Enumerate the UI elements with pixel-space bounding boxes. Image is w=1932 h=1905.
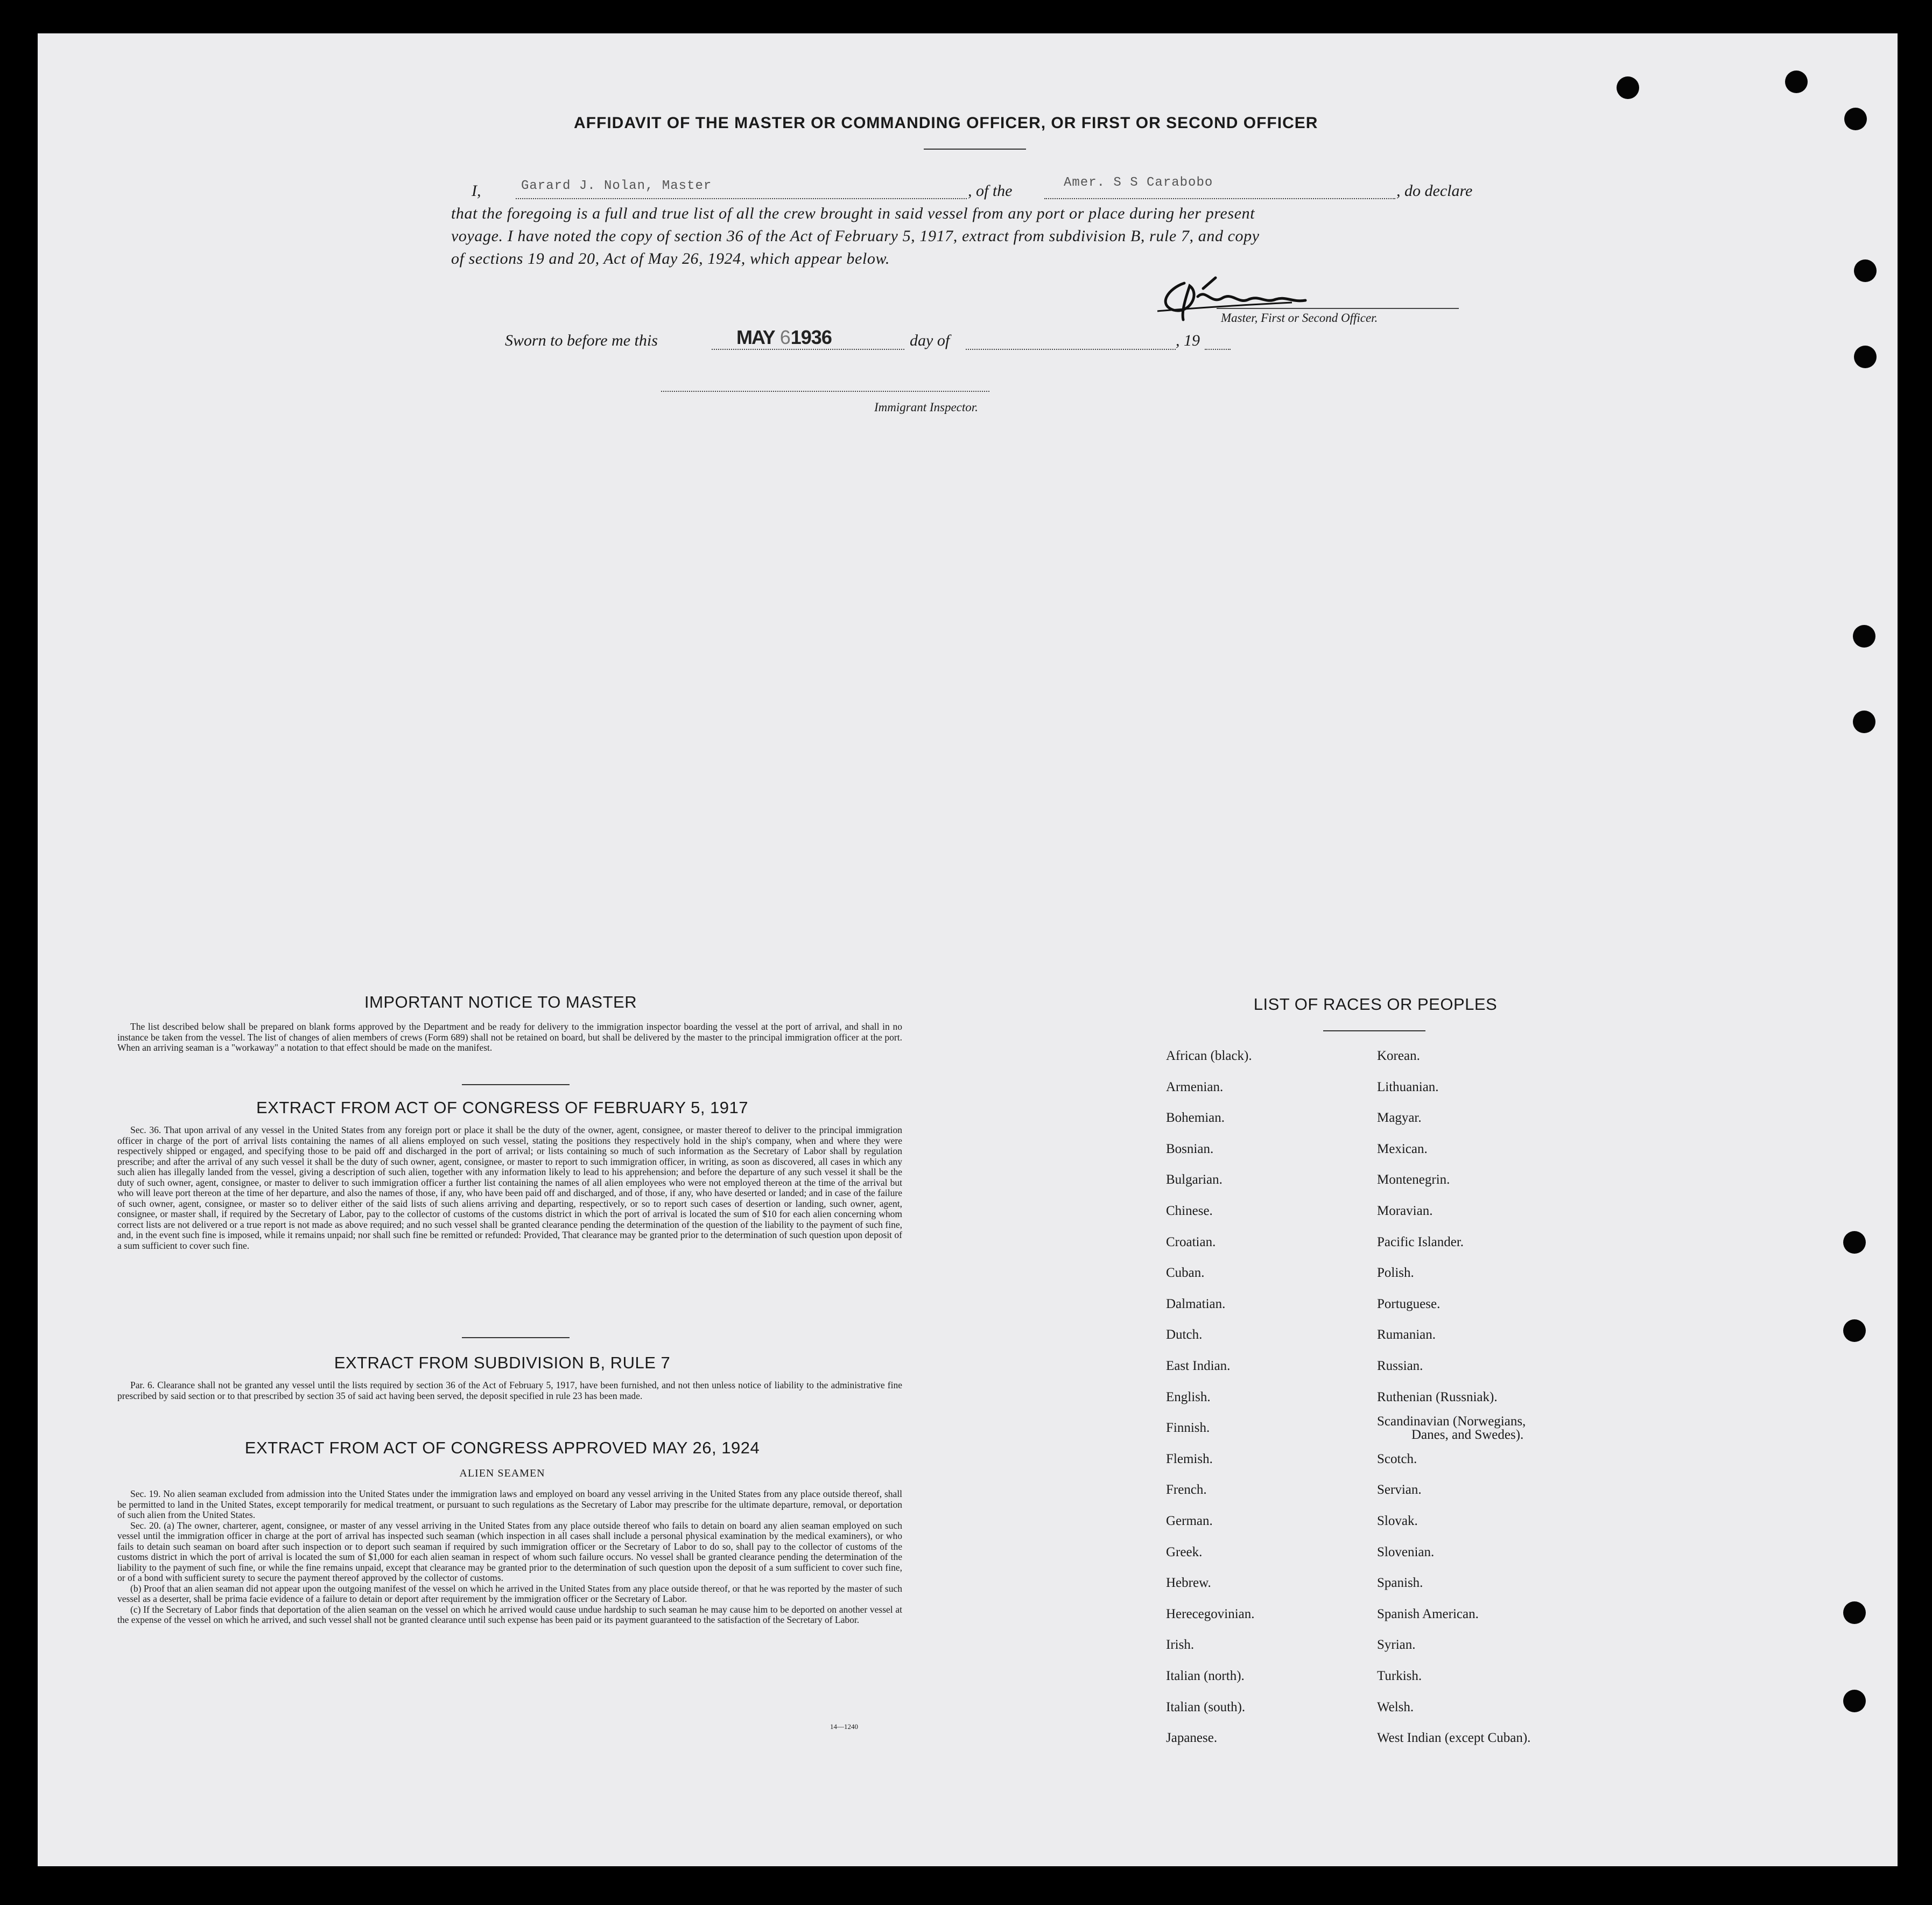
race-item: Bulgarian. [1166, 1172, 1223, 1187]
rule-7-title: EXTRACT FROM SUBDIVISION B, RULE 7 [334, 1353, 671, 1372]
sec-20c-paragraph: (c) If the Secretary of Labor finds that deportation of the alien seaman on the vessel on which he arrived would cause undue hardship to such seaman he may cause him to be deported on another vessel at the expense of the vessel on which he arrived, and such vessel shall not be granted clearance until such expense has been paid or its payment guaranteed to the satisfaction of the Secretary of Labor. [117, 1604, 902, 1625]
race-item: Servian. [1377, 1482, 1422, 1498]
sec-36-paragraph: Sec. 36. That upon arrival of any vessel in the United States from any foreign port or place it shall be the duty of the owner, agent, consignee, or master thereof to deliver to the principal immigration officer in charge of the port of arrival lists containing the names of all aliens employed on such vessel, stating the positions they respectively hold in the ship's company, when and where they were respectively shipped or engaged, and specifying those to be paid off and discharged in the port of arrival; or lists containing so much of such information as the Secretary of Labor shall by regulation prescribe; and after the arrival of any such vessel it shall be the duty of such owner, agent, consignee, or master to report to such immigration officer, in writing, as soon as discovered, all cases in which any such alien has illegally landed from the vessel, giving a description of such alien, together with any information likely to lead to his apprehension; and before the departure of any such vessel it shall be the duty of such owner, agent, consignee, or master to deliver to such immigration officer a further list containing the names of all alien employees who were not employed thereon at the time of the arrival but who will leave port thereon at the time of her departure, and also the names of those, if any, who have been paid off and discharged, and of those, if any, who have deserted or landed; and in case of the failure of such owner, agent, consignee, or master so to deliver either of the said lists of such aliens arriving and departing, respectively, or so to report such cases of desertion or landing, such owner, agent, consignee, or master shall, if required by the Secretary of Labor, pay to the collector of customs of the customs district in which the port of arrival is located the sum of $10 for each alien concerning whom correct lists are not delivered or a true report is not made as above required; and no such vessel shall be granted clearance pending the determination of the question of the liability to the payment of such fine, and, in the event such fine is imposed, while it remains unpaid; nor shall such fine be remitted or refunded: Provided, That clearance may be granted prior to the determination of such question upon deposit of a sum sufficient to cover such fine. [117, 1124, 902, 1251]
race-item: Flemish. [1166, 1451, 1213, 1466]
punch-hole [1785, 71, 1808, 93]
race-item: Dalmatian. [1166, 1296, 1226, 1311]
race-item: West Indian (except Cuban). [1377, 1731, 1531, 1746]
race-item: Turkish. [1377, 1669, 1422, 1683]
race-item: Spanish American. [1377, 1606, 1479, 1621]
sec-20a-paragraph: Sec. 20. (a) The owner, charterer, agent, consignee, or master of any vessel arriving in the United States from any place outside thereof who fails to detain on board any alien seaman employed on such vessel until the immigration officer in charge at the port of arrival has inspected such seaman (which inspection in all cases shall include a personal physical examination by the medical examiners), or who fails to detain such seaman on board after such inspection or to deport such seaman if required by such immigration officer or the Secretary of Labor to do so, shall pay to the collector of customs of the customs district in which the port of arrival is located the sum of $1,000 for each alien seaman in respect of whom such failure occurs. No vessel shall be granted clearance pending the determination of the liability to the payment of such fine, or while the fine remains unpaid, except that clearance may be granted prior to the determination of such question upon the deposit of a sum sufficient to cover such fine, or of a bond with sufficient surety to secure the payment thereof approved by the collector of customs. [117, 1520, 902, 1583]
affidavit-title: AFFIDAVIT OF THE MASTER OR COMMANDING OFFICER, OR FIRST OR SECOND OFFICER [574, 114, 1318, 132]
form-number: 14—1240 [830, 1723, 858, 1731]
master-name-line [516, 198, 967, 199]
race-item: Croatian. [1166, 1234, 1216, 1249]
race-item: Scandinavian (Norwegians, [1377, 1414, 1526, 1429]
master-name: Garard J. Nolan, Master [521, 179, 712, 193]
sworn-label: Sworn to before me this [505, 332, 658, 349]
notice-title: IMPORTANT NOTICE TO MASTER [364, 993, 637, 1011]
race-item: Lithuanian. [1377, 1079, 1439, 1094]
punch-hole [1854, 346, 1877, 368]
race-item: African (black). [1166, 1049, 1252, 1063]
sec-20b-paragraph: (b) Proof that an alien seaman did not appear upon the outgoing manifest of the vessel on which he arrived in the United States from any place outside thereof, or that he was reported by the master of such vessel as a deserter, shall be prima facie evidence of a failure to detain or deport after requirement by the immigration officer or the Secretary of Labor. [117, 1583, 902, 1604]
race-item-continuation: Danes, and Swedes). [1411, 1428, 1524, 1442]
punch-hole [1844, 108, 1867, 130]
race-item: Herecegovinian. [1166, 1606, 1255, 1621]
punch-hole [1843, 1601, 1866, 1624]
race-item: Scotch. [1377, 1451, 1417, 1466]
year-line [1205, 349, 1231, 350]
year-label: , 19 [1176, 332, 1200, 349]
race-item: Welsh. [1377, 1699, 1414, 1714]
race-item: Irish. [1166, 1637, 1195, 1653]
notice-text [117, 1022, 902, 1053]
punch-hole [1843, 1231, 1866, 1254]
races-title: LIST OF RACES OR PEOPLES [1253, 995, 1498, 1014]
race-item: Portuguese. [1377, 1296, 1441, 1311]
race-item: Japanese. [1166, 1731, 1218, 1746]
race-item: Greek. [1166, 1544, 1203, 1559]
inspector-caption: Immigrant Inspector. [874, 400, 978, 414]
declaration-prefix: I, [472, 182, 481, 200]
race-item: Mexican. [1377, 1141, 1428, 1156]
stamp-year: 1936 [790, 326, 832, 348]
race-item: Bohemian. [1166, 1110, 1225, 1126]
race-item: Cuban. [1166, 1266, 1205, 1281]
punch-hole [1843, 1319, 1866, 1342]
extract-1917-title: EXTRACT FROM ACT OF CONGRESS OF FEBRUARY 5, 1917 [256, 1098, 749, 1117]
of-the-label: , of the [968, 182, 1013, 200]
race-item: French. [1166, 1482, 1207, 1498]
race-item: Bosnian. [1166, 1141, 1214, 1156]
race-item: English. [1166, 1389, 1211, 1404]
rule-7-text [117, 1380, 902, 1401]
race-item: Moravian. [1377, 1204, 1433, 1218]
title-underline [924, 149, 1026, 150]
race-item: Magyar. [1377, 1110, 1422, 1126]
vessel-name-line [1044, 198, 1395, 199]
stamp-day: 6 [779, 326, 791, 348]
day-of-label: day of [910, 332, 950, 349]
date-stamp [736, 326, 832, 349]
notice-paragraph: The list described below shall be prepared on blank forms approved by the Department and be ready for delivery to the immigration inspector boarding the vessel at the port of arrival, and shall in no instance be taken from the vessel. The list of changes of alien members of crews (Form 689) shall not be retained on board, but shall be delivered by the master to the principal immigration officer at the port. When an arriving seaman is a "workaway" a notation to that effect should be made on the manifest. [117, 1021, 902, 1053]
race-item: Rumanian. [1377, 1327, 1436, 1342]
race-item: Slovak. [1377, 1514, 1418, 1528]
race-item: Pacific Islander. [1377, 1234, 1464, 1249]
section-divider [462, 1084, 570, 1085]
declaration-line-4: of sections 19 and 20, Act of May 26, 1924, which appear below. [451, 250, 890, 268]
punch-hole [1617, 76, 1639, 99]
inspector-signature-line [661, 391, 989, 392]
race-item: Russian. [1377, 1359, 1423, 1373]
race-item: Dutch. [1166, 1327, 1203, 1342]
race-item: Ruthenian (Russniak). [1377, 1389, 1498, 1404]
race-item: Finnish. [1166, 1421, 1210, 1436]
declaration-line-3: voyage. I have noted the copy of section 36 of the Act of February 5, 1917, extract from subdivision B, rule 7, and copy [451, 227, 1260, 245]
race-item: East Indian. [1166, 1359, 1231, 1373]
race-item: Hebrew. [1166, 1576, 1211, 1591]
signature-caption: Master, First or Second Officer. [1221, 311, 1378, 325]
race-item: Syrian. [1377, 1637, 1416, 1653]
signature-line [1217, 308, 1459, 309]
race-item: Spanish. [1377, 1576, 1423, 1591]
race-item: Italian (south). [1166, 1699, 1246, 1714]
declaration-line-2: that the foregoing is a full and true list of all the crew brought in said vessel from any port or place during her present [451, 205, 1255, 222]
punch-hole [1853, 711, 1875, 733]
race-item: Chinese. [1166, 1204, 1213, 1218]
race-item: Montenegrin. [1377, 1172, 1450, 1187]
race-item: German. [1166, 1514, 1213, 1528]
race-item: Korean. [1377, 1049, 1420, 1063]
race-item: Polish. [1377, 1266, 1414, 1281]
punch-hole [1854, 259, 1877, 282]
extract-1917-text [117, 1125, 902, 1251]
month-line [966, 349, 1176, 350]
sworn-date-line [712, 349, 904, 350]
par-6-paragraph: Par. 6. Clearance shall not be granted any vessel until the lists required by section 36 of the Act of February 5, 1917, have been furnished, and not then unless notice of liability to the administrative fine prescribed by said section or to that prescribed by section 35 of said act having been served, the deposit specified in rule 23 has been made. [117, 1380, 902, 1401]
sec-19-paragraph: Sec. 19. No alien seaman excluded from admission into the United States under the immigration laws and employed on board any vessel arriving in the United States from any place outside thereof, shall be permitted to land in the United States, except temporarily for medical treatment, or pursuant to such regulations as the Secretary of Labor may prescribe for the ultimate departure, removal, or deportation of such alien from the United States. [117, 1488, 902, 1520]
stamp-month: MAY [736, 326, 775, 348]
section-divider [462, 1337, 570, 1338]
extract-1924-title: EXTRACT FROM ACT OF CONGRESS APPROVED MAY 26, 1924 [244, 1438, 760, 1457]
do-declare-label: , do declare [1396, 182, 1473, 200]
vessel-name: Amer. S S Carabobo [1064, 175, 1213, 190]
punch-hole [1843, 1690, 1866, 1712]
race-item: Slovenian. [1377, 1544, 1435, 1559]
races-title-underline [1323, 1030, 1425, 1031]
race-item: Armenian. [1166, 1079, 1224, 1094]
alien-seamen-subtitle: ALIEN SEAMEN [459, 1467, 545, 1479]
extract-1924-text [117, 1489, 902, 1626]
race-item: Italian (north). [1166, 1669, 1245, 1683]
punch-hole [1853, 625, 1875, 648]
